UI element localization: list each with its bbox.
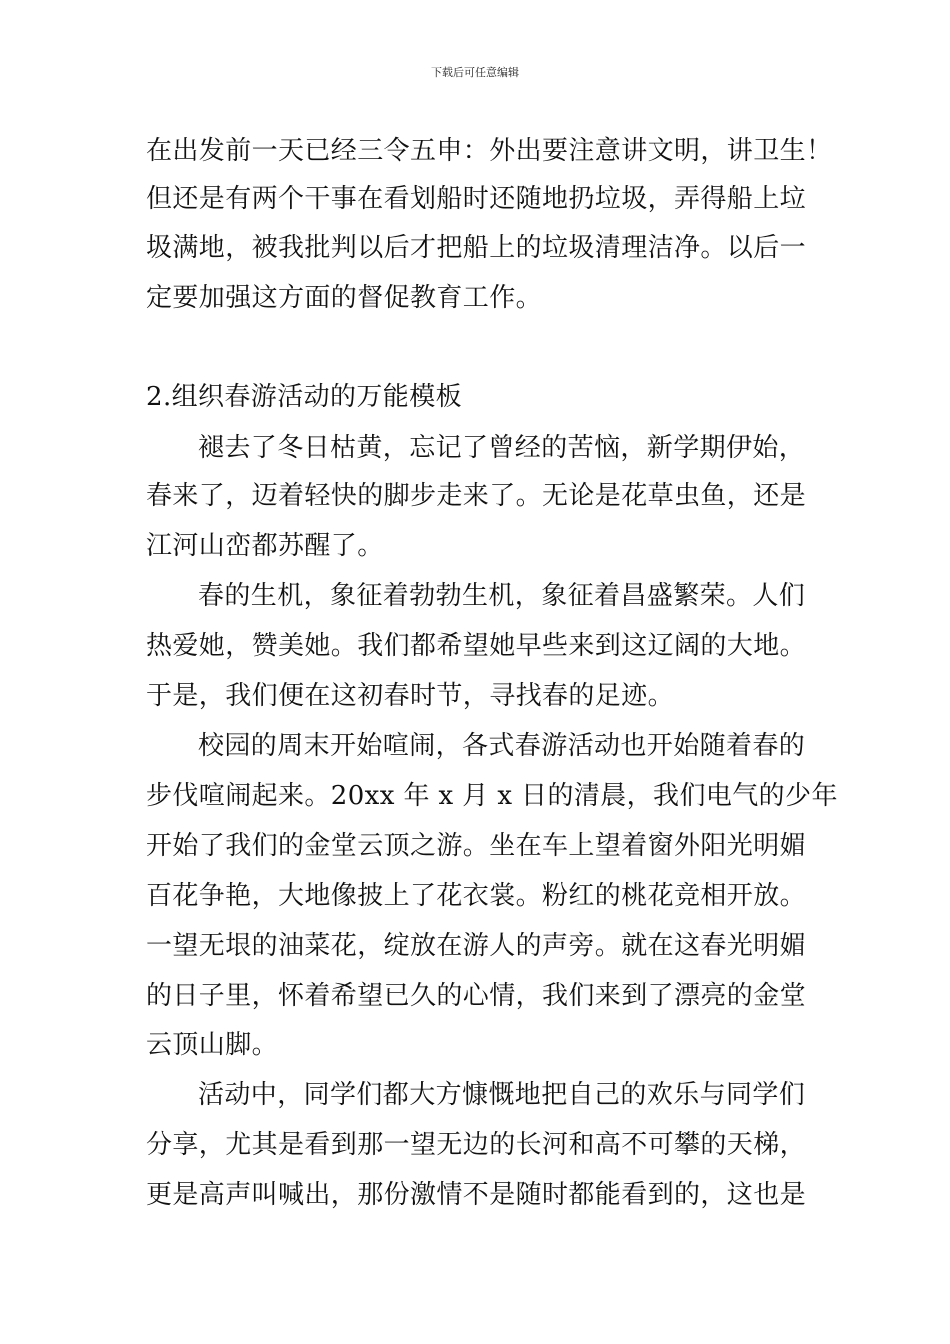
page-header: 下载后可任意编辑 [431, 66, 519, 79]
text-line: 更是高声叫喊出，那份激情不是随时都能看到的，这也是 [146, 1180, 807, 1210]
text-line: 但还是有两个干事在看划船时还随地扔垃圾，弄得船上垃 [146, 184, 807, 214]
text-line: 步伐喧闹起来。20xx 年 x 月 x 日的清晨，我们电气的少年 [146, 781, 838, 811]
text-line: 一望无垠的油菜花，绽放在游人的声旁。就在这春光明媚 [146, 931, 807, 961]
text-line: 于是，我们便在这初春时节，寻找春的足迹。 [146, 681, 675, 711]
text-line: 褪去了冬日枯黄，忘记了曾经的苦恼，新学期伊始， [198, 433, 806, 463]
section-heading: 2.组织春游活动的万能模板 [146, 382, 463, 412]
text-line: 云顶山脚。 [146, 1030, 279, 1060]
text-line: 春来了，迈着轻快的脚步走来了。无论是花草虫鱼，还是 [146, 481, 807, 511]
text-line: 江河山峦都苏醒了。 [146, 531, 384, 561]
text-line: 热爱她，赞美她。我们都希望她早些来到这辽阔的大地。 [146, 631, 807, 661]
text-line: 圾满地，被我批判以后才把船上的垃圾清理洁净。以后一 [146, 233, 807, 263]
text-line: 开始了我们的金堂云顶之游。坐在车上望着窗外阳光明媚 [146, 831, 807, 861]
text-line: 的日子里，怀着希望已久的心情，我们来到了漂亮的金堂 [146, 981, 807, 1011]
text-line: 活动中，同学们都大方慷慨地把自己的欢乐与同学们 [198, 1080, 806, 1110]
text-line: 分享，尤其是看到那一望无边的长河和高不可攀的天梯， [146, 1130, 807, 1160]
text-line: 百花争艳，大地像披上了花衣裳。粉红的桃花竞相开放。 [146, 881, 807, 911]
text-line: 在出发前一天已经三令五申：外出要注意讲文明，讲卫生！ [146, 136, 833, 166]
text-line: 定要加强这方面的督促教育工作。 [146, 283, 543, 313]
text-line: 春的生机，象征着勃勃生机，象征着昌盛繁荣。人们 [198, 581, 806, 611]
text-line: 校园的周末开始喧闹，各式春游活动也开始随着春的 [198, 731, 806, 761]
